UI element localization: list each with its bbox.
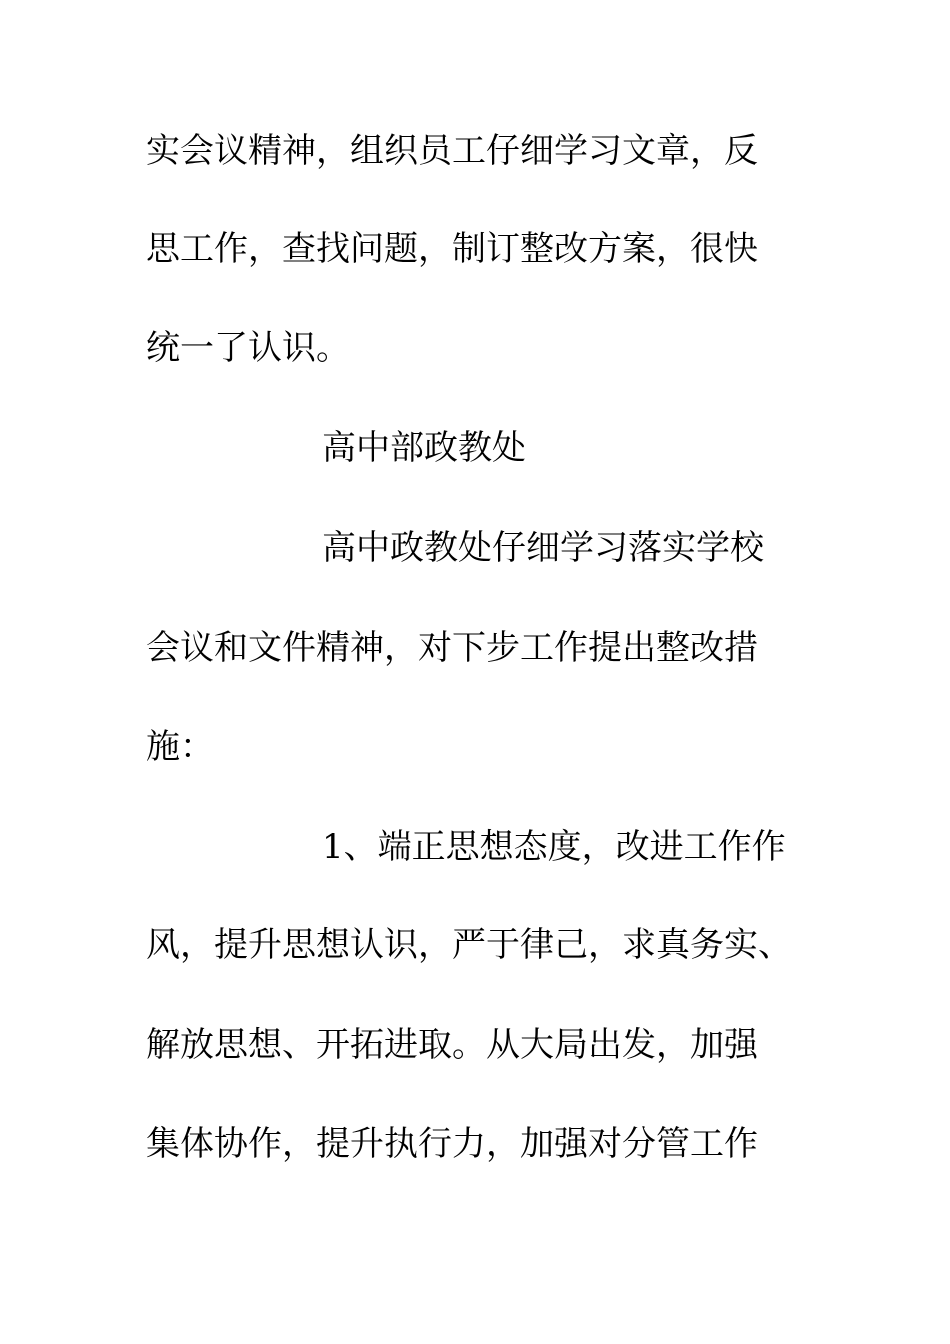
text-line: 实会议精神，组织员工仔细学习文章，反 (146, 131, 758, 171)
section-heading: 高中部政教处 (322, 428, 526, 468)
text-line: 会议和文件精神，对下步工作提出整改措 (146, 628, 758, 668)
text-line: 统一了认识。 (146, 328, 350, 368)
text-line: 施： (146, 727, 214, 767)
text-line: 思工作，查找问题，制订整改方案，很快 (146, 229, 758, 269)
list-item-line: 1、端正思想态度，改进工作作 (322, 827, 786, 867)
text-line: 高中政教处仔细学习落实学校 (322, 528, 764, 568)
text-line: 风，提升思想认识，严于律己，求真务实、 (146, 925, 792, 965)
text-line: 解放思想、开拓进取。从大局出发，加强 (146, 1025, 758, 1065)
text-line: 集体协作，提升执行力，加强对分管工作 (146, 1124, 758, 1164)
